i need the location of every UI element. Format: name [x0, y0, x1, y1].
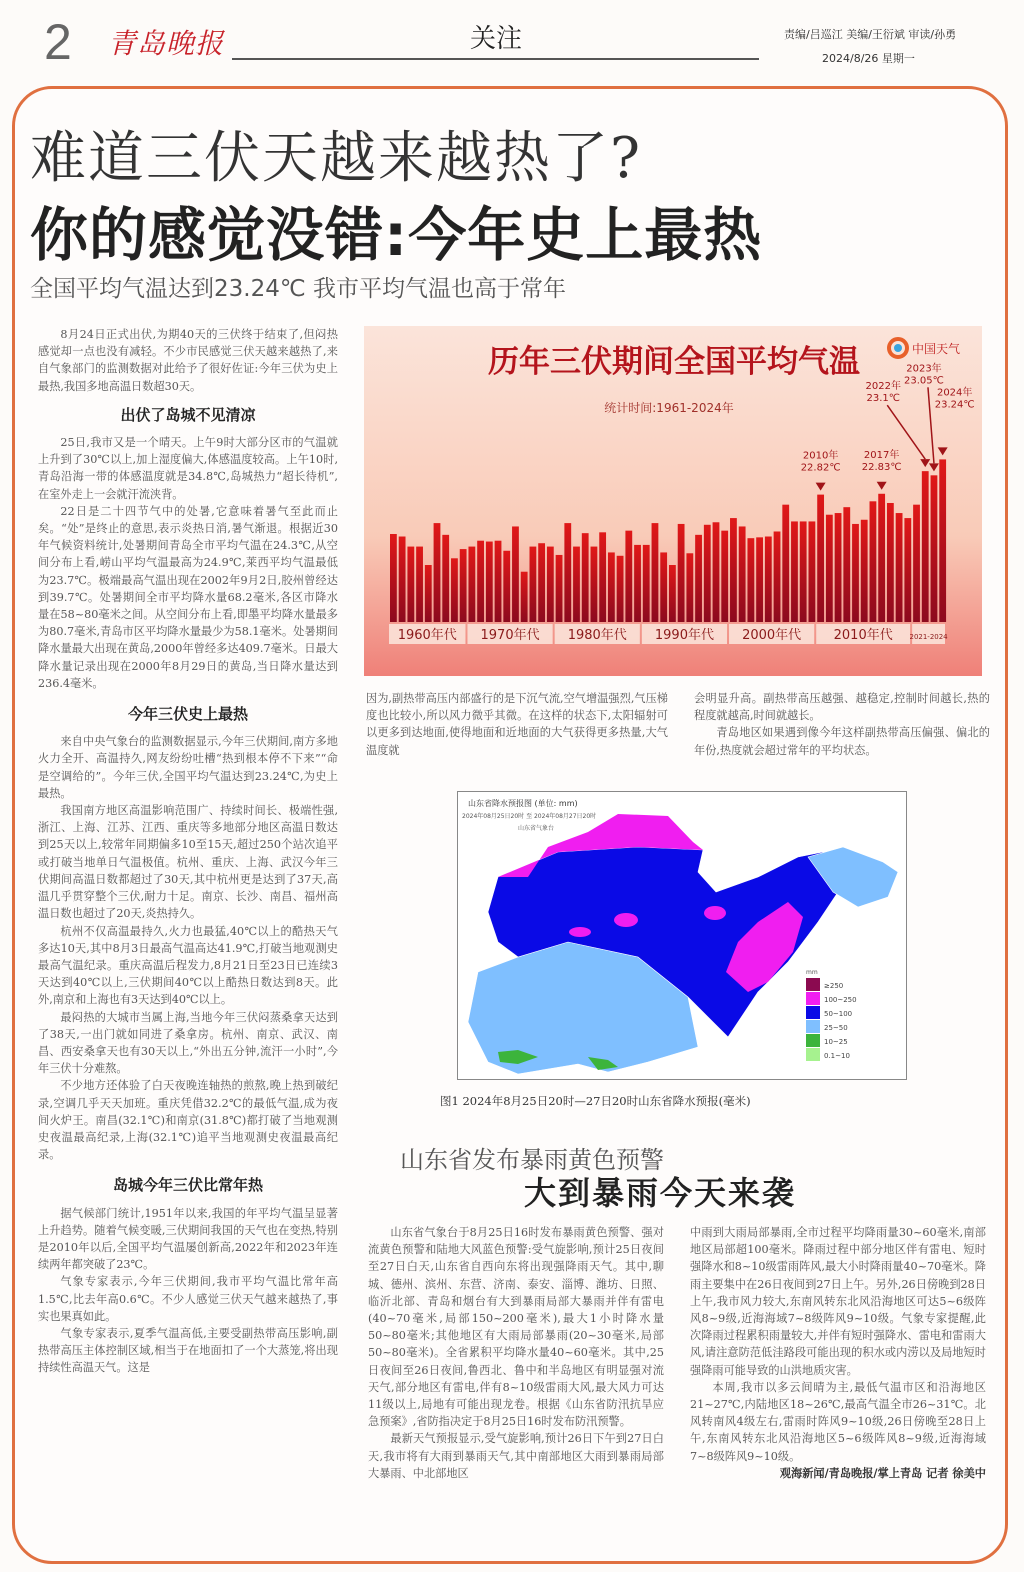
bar-1981 [564, 523, 571, 622]
bar-2022 [922, 471, 929, 622]
bar-1967 [442, 535, 449, 622]
bar-2012 [835, 513, 842, 622]
issue-date: 2024/8/26 星期一 [822, 52, 915, 65]
body-paragraph: 山东省气象台于8月25日16时发布暴雨黄色预警、强对流黄色预警和陆地大风蓝色预警:受气旋影响,预计25日夜间至27日白天,山东省自西向东将出现强降雨天气。其中,聊城、德州、滨州、东营、济南、泰安、淄博、潍坊、日照、临沂北部、青岛和烟台有大到暴雨局部大暴雨并伴有雷电(40~70毫米,局部150~200毫米),最大1小时降水量50~80毫米;其他地区有大雨局部暴雨(20~30毫米,局部50~80毫米)。全省累积平均降水量40~60毫米。其中,25日夜间至26日夜间,鲁西北、鲁中和半岛地区有明显强对流天气,部分地区有雷电,伴有8~10级雷雨大风,最大风力可达11级以上,局地有可能出现龙卷。根据《山东省防汛抗旱应急预案》,省防指决定于8月25日16时发布防汛预警。 [368, 1226, 664, 1429]
annotation-year: 2024年 [936, 387, 973, 399]
precipitation-map [457, 791, 907, 1080]
bar-1989 [634, 545, 641, 622]
bar-1977 [530, 547, 537, 622]
bar-1990 [643, 545, 650, 622]
continuation-left [366, 690, 668, 759]
header-rule [232, 58, 759, 60]
bar-1997 [704, 525, 711, 622]
bar-2014 [852, 524, 859, 622]
annotation-value: 23.05℃ [904, 375, 944, 387]
editor-credits: 责编/吕巡江 美编/王衍斌 审读/孙勇 [784, 28, 957, 41]
chart-title: 历年三伏期间全国平均气温 [488, 344, 860, 380]
bar-2001 [739, 526, 746, 622]
annotation-value: 23.1℃ [866, 393, 900, 405]
bar-1995 [686, 553, 693, 622]
bar-1983 [582, 533, 589, 622]
bar-1974 [503, 551, 510, 622]
body-paragraph: 气象专家表示,今年三伏期间,我市平均气温比常年高1.5℃,比去年高0.6℃。不少人感觉三伏天气越来越热了,事实也果真如此。 [38, 1275, 338, 1323]
bar-1993 [669, 565, 676, 622]
bar-2009 [809, 521, 816, 622]
bar-1988 [625, 531, 632, 622]
left-column [38, 326, 338, 1377]
bar-1992 [660, 552, 667, 622]
bar-2020 [904, 518, 911, 622]
body-paragraph: 本周,我市以多云间晴为主,最低气温市区和沿海地区21~27℃,内陆地区18~26℃,最高气温全市26~31℃。北风转南风4级左右,雷雨时阵风9~10级,26日傍晚至28日上午,东南风转东北风沿海地区5~6级阵风8~9级,近海海域7~8级阵风9~10级。 [690, 1380, 986, 1463]
decade-label: 2021-2024 [909, 633, 948, 641]
bar-1963 [407, 547, 414, 622]
map-caption: 图1 2024年8月25日20时—27日20时山东省降水预报(毫米) [440, 1094, 751, 1108]
decade-label: 2000年代 [742, 628, 802, 643]
bar-1980 [556, 555, 563, 622]
bar-2007 [791, 521, 798, 622]
bar-1978 [538, 543, 545, 622]
bar-1986 [608, 552, 615, 622]
body-paragraph: 25日,我市又是一个晴天。上午9时大部分区市的气温就上升到了30℃以上,加上湿度偏大,体感温度较高。上午10时,青岛沿海一带的体感温度就是34.8℃,岛城热力“超长待机”,在室外走上一会就汗流浃背。 [38, 436, 338, 501]
legend-label: ≥250 [824, 982, 844, 990]
bar-1985 [599, 532, 606, 622]
lead-paragraph: 8月24日正式出伏,为期40天的三伏终于结束了,但闷热感觉却一点也没有减轻。不少市民感觉三伏天越来越热了,来自气象部门的监测数据对此给予了很好佐证:今年三伏为史上最热,我国多地高温日数超30天。 [38, 328, 338, 393]
map-title: 山东省降水预报图 (单位: mm) [468, 799, 578, 808]
bar-1971 [477, 541, 484, 622]
legend-label: 10~25 [824, 1038, 848, 1046]
section-title: 关注 [470, 24, 523, 54]
annotation-value: 22.82℃ [800, 462, 841, 474]
body-paragraph: 不少地方还体验了白天夜晚连轴热的煎熬,晚上热到破纪录,空调几乎天天加班。重庆凭借32.2℃的最低气温,成为夜间火炉王。南昌(32.1℃)和南京(31.8℃)都打破了当地观测史夜温最高纪录,上海(32.1℃)追平当地观测史夜温最高纪录。 [38, 1079, 338, 1162]
bar-2013 [843, 507, 850, 622]
body-paragraph: 22日是二十四节气中的处暑,它意味着暑气至此而止矣。“处”是终止的意思,表示炎热日消,暑气渐退。根据近30年气候资料统计,处暑期间青岛全市平均气温在24.3℃,从空间分布上看,崂山平均气温最高为24.9℃,莱西平均气温最低为23.7℃。极端最高气温出现在2002年9月2日,胶州曾经达到39.7℃。处暑期间全市平均降水量68.2毫米,各区市降水量在58~80毫米之间。从空间分布上看,即墨平均降水量最多为80.7毫米,青岛市区平均降水量最少为58.1毫米。处暑期间降水量最大出现在黄岛,2000年曾经多达409.7毫米。日最大降水量记录出现在2000年8月29日的黄岛,当日降水量达到236.4毫米。 [38, 504, 338, 690]
bar-2000 [730, 518, 737, 622]
decade-label: 1960年代 [397, 628, 457, 643]
bar-2006 [782, 505, 789, 622]
annotation-value: 23.24℃ [934, 399, 975, 411]
annotation-value: 22.83℃ [861, 461, 902, 473]
legend-swatch [806, 1006, 820, 1019]
bar-1969 [460, 549, 467, 622]
legend-label: 0.1~10 [824, 1052, 850, 1060]
continuation-right [694, 690, 990, 759]
bar-2002 [747, 538, 754, 622]
decade-label: 1990年代 [654, 628, 714, 643]
body-paragraph: 青岛地区如果遇到像今年这样副热带高压偏强、偏北的年份,热度就会超过常年的平均状态。 [694, 726, 990, 757]
map-issuer: 山东省气象台 [518, 825, 555, 832]
chart-subtitle: 统计时间:1961-2024年 [604, 401, 734, 415]
legend-title: mm [806, 969, 818, 976]
headline-kicker: 难道三伏天越来越热了? [30, 126, 643, 191]
headline-main: 你的感觉没错:今年史上最热 [30, 201, 763, 269]
bar-1965 [425, 565, 432, 622]
bar-2003 [756, 537, 763, 622]
map-graphic [458, 792, 906, 1079]
bar-2008 [800, 521, 807, 622]
bar-1991 [652, 523, 659, 622]
map-time-range: 2024年08月25日20时 至 2024年08月27日20时 [462, 813, 597, 820]
region-100-250-spot [614, 913, 638, 927]
bar-1984 [591, 547, 598, 622]
rain-article-title: 大到暴雨今天来袭 [524, 1174, 797, 1212]
bar-2015 [861, 520, 868, 622]
legend-label: 100~250 [824, 996, 857, 1004]
annotation-year: 2022年 [865, 381, 901, 393]
body-paragraph: 据气候部门统计,1951年以来,我国的年平均气温呈显著上升趋势。随着气候变暖,三伏期间我国的天气也在变热,特别是2010年以后,全国平均气温屡创新高,2022年和2023年连续两年都突破了23℃。 [38, 1206, 338, 1272]
bar-1982 [573, 547, 580, 622]
annotation-year: 2017年 [863, 449, 900, 461]
bar-2021 [913, 505, 920, 622]
subheadline: 全国平均气温达到23.24℃ 我市平均气温也高于常年 [30, 276, 566, 302]
section-heading: 岛城今年三伏比常年热 [112, 1176, 263, 1195]
body-paragraph: 因为,副热带高压内部盛行的是下沉气流,空气增温强烈,气压梯度也比较小,所以风力微乎其微。在这样的状态下,太阳辐射可以更多到达地面,使得地面和近地面的大气获得更多热量,大气温度就 [366, 692, 668, 757]
bar-1976 [521, 572, 528, 622]
masthead-logo: 青岛晚报 [108, 27, 225, 60]
logo-text: 中国天气 [912, 342, 961, 356]
bar-2004 [765, 537, 772, 622]
decade-label: 2010年代 [833, 628, 893, 643]
body-paragraph: 气象专家表示,夏季气温高低,主要受副热带高压影响,副热带高压主体控制区域,相当于在地面扣了一个大蒸笼,将出现持续性高温天气。这是 [38, 1326, 338, 1375]
legend-label: 50~100 [824, 1010, 853, 1018]
bar-1973 [495, 541, 502, 622]
bar-1962 [399, 537, 406, 622]
bar-1964 [416, 547, 423, 622]
decade-axis [389, 624, 948, 644]
body-paragraph: 杭州不仅高温最持久,火力也最猛,40℃以上的酷热天气多达10天,其中8月3日最高气温高达41.9℃,打破当地观测史最高气温纪录。重庆高温后程发力,8月21日至23日已连续3天达到40℃以上,三伏期间40℃以上酷热日数达到8天。此外,南京和上海也有3天达到40℃以上。 [38, 924, 338, 1007]
section-heading: 出伏了岛城不见清凉 [120, 405, 256, 424]
decade-label: 1980年代 [567, 628, 627, 643]
page-number: 2 [44, 14, 72, 70]
bar-2024 [939, 459, 946, 622]
byline: 观海新闻/青岛晚报/掌上青岛 记者 徐美中 [779, 1466, 986, 1480]
region-100-250-spot [704, 906, 726, 920]
bar-2005 [774, 531, 781, 622]
legend-swatch [806, 1034, 820, 1047]
bar-2016 [870, 501, 877, 622]
bar-2010 [817, 495, 824, 622]
logo-center-icon [894, 344, 902, 352]
bar-1961 [390, 534, 397, 622]
annotation-year: 2010年 [802, 450, 839, 462]
section-heading: 今年三伏史上最热 [127, 705, 248, 724]
rain-column-1 [368, 1224, 664, 1482]
annotation-year: 2023年 [906, 363, 942, 375]
legend-swatch [806, 1020, 820, 1033]
bar-2017 [878, 494, 885, 622]
bar-2023 [931, 475, 938, 622]
bar-2019 [896, 513, 903, 622]
bar-1998 [713, 522, 720, 622]
body-paragraph: 最新天气预报显示,受气旋影响,预计26日下午到27日白天,我市将有大雨到暴雨天气,其中南部地区大雨到暴雨局部大暴雨、中北部地区 [368, 1432, 664, 1480]
bar-1987 [617, 556, 624, 622]
bar-1975 [512, 526, 519, 622]
legend-swatch [806, 1048, 820, 1061]
legend-label: 25~50 [824, 1024, 848, 1032]
body-paragraph: 中雨到大雨局部暴雨,全市过程平均降雨量30~60毫米,南部地区局部超100毫米。降雨过程中部分地区伴有雷电、短时强降水和8~10级雷雨阵风,最大小时降雨量40~70毫米。降雨主要集中在26日夜间到27日上午。另外,26日傍晚到28日上午,我市风力较大,东南风转东北风沿海地区可达5~6级阵风8~9级,近海海域7~8级阵风9~10级。气象专家提醒,此次降雨过程累积雨量较大,并伴有短时强降水、雷电和雷雨大风,请注意防范低洼路段可能出现的积水或内涝以及局地短时强降雨可能导致的山洪地质灾害。 [690, 1226, 986, 1377]
bar-1979 [547, 547, 554, 622]
body-paragraph: 来自中央气象台的监测数据显示,今年三伏期间,南方多地火力全开、高温持久,网友纷纷吐槽“热到根本停不下来”“命是空调给的”。今年三伏,全国平均气温达到23.24℃,为史上最热。 [38, 735, 338, 800]
body-paragraph: 会明显升高。副热带高压越强、越稳定,控制时间越长,热的程度就越高,时间就越长。 [694, 692, 990, 723]
bar-2018 [887, 503, 894, 622]
bar-1994 [678, 524, 685, 622]
bar-1968 [451, 558, 458, 622]
bar-1972 [486, 542, 493, 622]
temperature-bar-chart [364, 326, 982, 676]
rain-article-kicker: 山东省发布暴雨黄色预警 [400, 1146, 664, 1174]
legend-swatch [806, 992, 820, 1005]
rain-column-2 [690, 1224, 986, 1482]
bar-2011 [826, 515, 833, 622]
map-legend [806, 978, 857, 1061]
region-100-250-spot [569, 927, 591, 937]
decade-label: 1970年代 [480, 628, 540, 643]
body-paragraph: 最闷热的大城市当属上海,当地今年三伏闷蒸桑拿天达到了38天,一出门就如同进了桑拿房。杭州、南京、武汉、南昌、西安桑拿天也有30天以上,“外出五分钟,流汗一小时”,今年三伏十分难熬。 [38, 1010, 338, 1076]
bar-1996 [695, 535, 702, 622]
bar-1966 [434, 523, 441, 622]
bar-1970 [468, 547, 475, 622]
bar-1999 [721, 531, 728, 622]
body-paragraph: 我国南方地区高温影响范围广、持续时间长、极端性强,浙江、上海、江苏、江西、重庆等多地部分地区高温日数达到25天以上,较常年同期偏多10至15天,超过250个站次追平或打破当地单日气温极值。杭州、重庆、上海、武汉今年三伏期间高温日数都超过了30天,其中杭州更是达到了37天,高温几乎贯穿整个三伏,耐力十足。南京、长沙、南昌、福州高温日数也超过了20天,炎热持久。 [38, 804, 338, 921]
legend-swatch [806, 978, 820, 991]
